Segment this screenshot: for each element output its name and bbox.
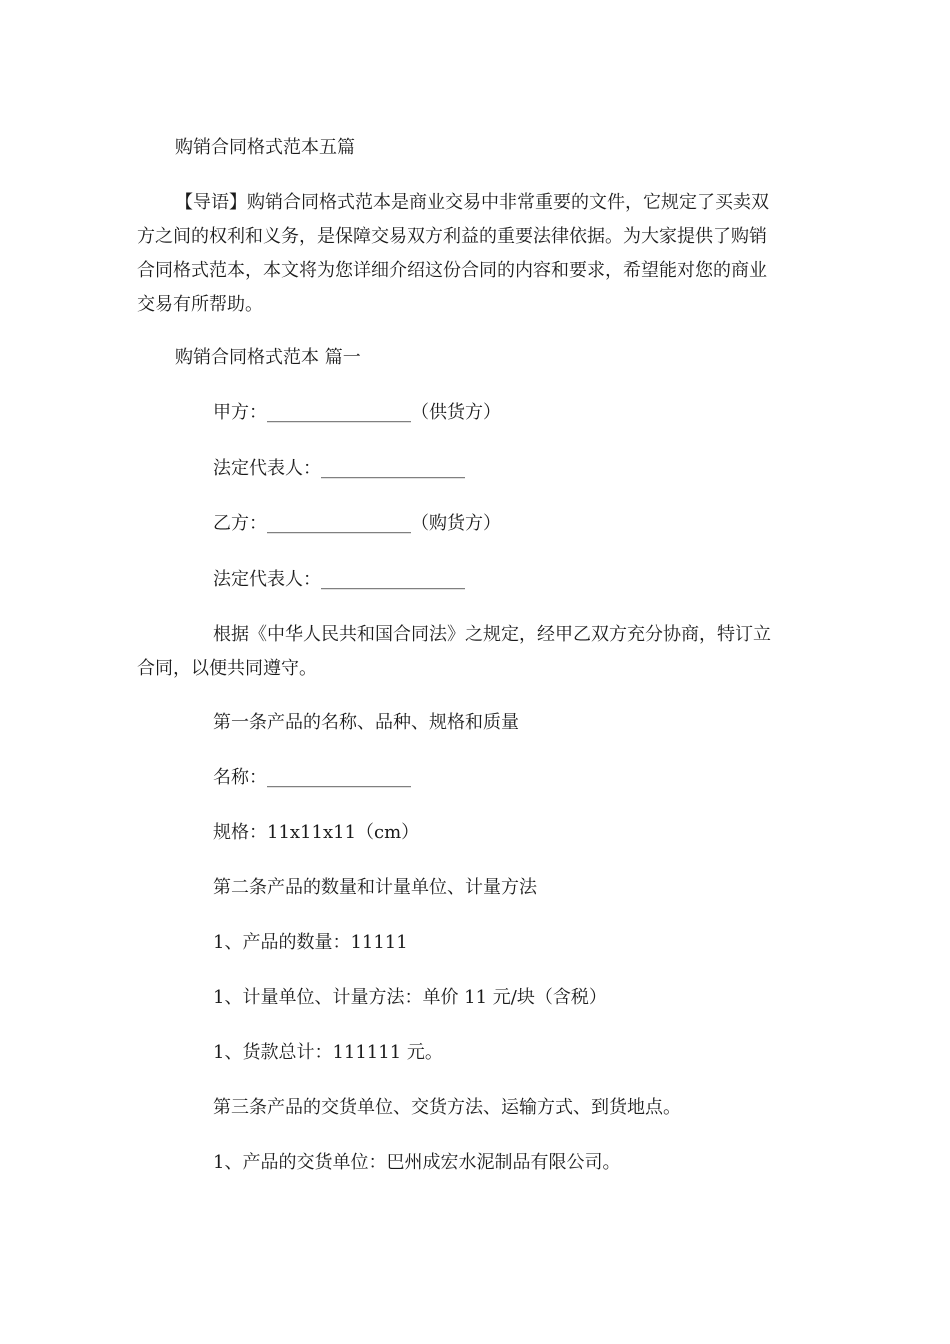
intro-line-4: 交易有所帮助。 — [137, 294, 263, 315]
unit-method-line: 1、计量单位、计量方法：单价 11 元/块（含税） — [213, 987, 607, 1008]
article-3-heading: 第三条产品的交货单位、交货方法、运输方式、到货地点。 — [213, 1097, 681, 1118]
article-2-heading: 第二条产品的数量和计量单位、计量方法 — [213, 877, 537, 898]
party-a-line: 甲方：________________（供货方） — [213, 402, 501, 423]
quantity-line: 1、产品的数量：11111 — [213, 932, 408, 953]
party-b-line: 乙方：________________（购货方） — [213, 513, 501, 534]
total-amount-line: 1、货款总计：111111 元。 — [213, 1042, 443, 1063]
article-1-heading: 第一条产品的名称、品种、规格和质量 — [213, 712, 519, 733]
intro-line-3: 合同格式范本，本文将为您详细介绍这份合同的内容和要求，希望能对您的商业 — [137, 260, 767, 281]
product-name-field: 名称：________________ — [213, 767, 411, 788]
delivery-unit-line: 1、产品的交货单位：巴州成宏水泥制品有限公司。 — [213, 1152, 621, 1173]
party-b-representative-line: 法定代表人：________________ — [213, 569, 465, 590]
basis-line-2: 合同，以便共同遵守。 — [137, 658, 317, 679]
party-a-representative-line: 法定代表人：________________ — [213, 458, 465, 479]
basis-line-1: 根据《中华人民共和国合同法》之规定，经甲乙双方充分协商，特订立 — [213, 624, 771, 645]
section-heading: 购销合同格式范本 篇一 — [175, 347, 361, 368]
product-spec-field: 规格：11x11x11（cm） — [213, 822, 420, 843]
intro-line-1: 【导语】购销合同格式范本是商业交易中非常重要的文件，它规定了买卖双 — [175, 192, 769, 213]
document-title: 购销合同格式范本五篇 — [175, 137, 355, 158]
intro-line-2: 方之间的权利和义务，是保障交易双方利益的重要法律依据。为大家提供了购销 — [137, 226, 767, 247]
